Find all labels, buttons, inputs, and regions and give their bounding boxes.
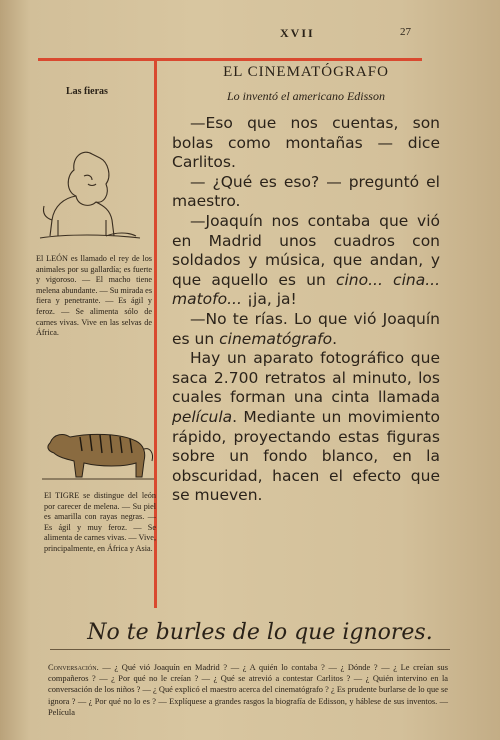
article-subtitle: Lo inventó el americano Edisson <box>227 89 385 103</box>
conversation-label: Conversación. <box>48 663 99 672</box>
conversation-questions <box>48 662 448 718</box>
sidebar-heading: Las fieras <box>66 86 108 97</box>
article-title: EL CINEMATÓGRAFO <box>223 64 389 80</box>
page-number: 27 <box>400 26 411 38</box>
tiger-caption: El TIGRE se distingue del león por carecer de melena. — Su piel es amarilla con rayas negras. — Es ágil y muy feroz. — Se alimenta de carnes vivas. — Vive, principalmente, en África y Asia. <box>44 491 156 553</box>
chapter-number: XVII <box>280 26 315 40</box>
paragraph-3: —Joaquín nos contaba que vió en Madrid unos cuadros con soldados y música, que andan, y que aquello es un cino... cina... matofo... ¡ja, ja! <box>172 211 440 309</box>
paragraph-4: —No te rías. Lo que vió Joaquín es un cinematógrafo. <box>172 309 440 348</box>
lion-illustration <box>36 136 146 246</box>
tiger-illustration <box>40 421 156 483</box>
page-header <box>0 26 500 46</box>
sidebar-margin <box>36 86 156 553</box>
paragraph-1: —Eso que nos cuentas, son bolas como montañas — dice Carlitos. <box>172 114 440 172</box>
lion-caption: El LEÓN es llamado el rey de los animales por su gallardía; es fuerte y vigoroso. — El macho tiene melena abundante. — Su mirada es fiera y penetrante. — Es ágil y feroz. — Se alimenta sólo de carnes vivas. Vive en las selvas de África. <box>36 254 152 338</box>
paragraph-2: — ¿Qué es eso? — preguntó el maestro. <box>172 172 440 211</box>
article <box>172 60 440 506</box>
motto-underline <box>50 649 450 650</box>
paragraph-5: Hay un aparato fotográfico que saca 2.700 retratos al minuto, los cuales forman una cinta llamada película. Mediante un movimiento rápido, proyectando estas figuras sobre un fondo blanco, en la obscuridad, hacen el efecto que se mueven. <box>172 349 440 505</box>
motto-handwritten: No te burles de lo que ignores. <box>87 620 433 645</box>
article-body <box>172 114 440 506</box>
conversation-text: — ¿ Qué vió Joaquín en Madrid ? — ¿ A quién lo contaba ? — ¿ Dónde ? — ¿ Le creían sus compañeros ? — ¿ Por qué no le creían ? — ¿ Qué se atrevió a contestar Carlitos ? — ¿ Quién intervino en la conversación de los niños ? — ¿ Qué explicó el maestro acerca del cinematógrafo ? ¿ Es prudente burlarse de lo que se ignora ? — ¿ Por qué no lo es ? — Explíquese a grandes rasgos la biografía de Edisson, y háblese de sus inventos. — Película <box>48 663 448 717</box>
